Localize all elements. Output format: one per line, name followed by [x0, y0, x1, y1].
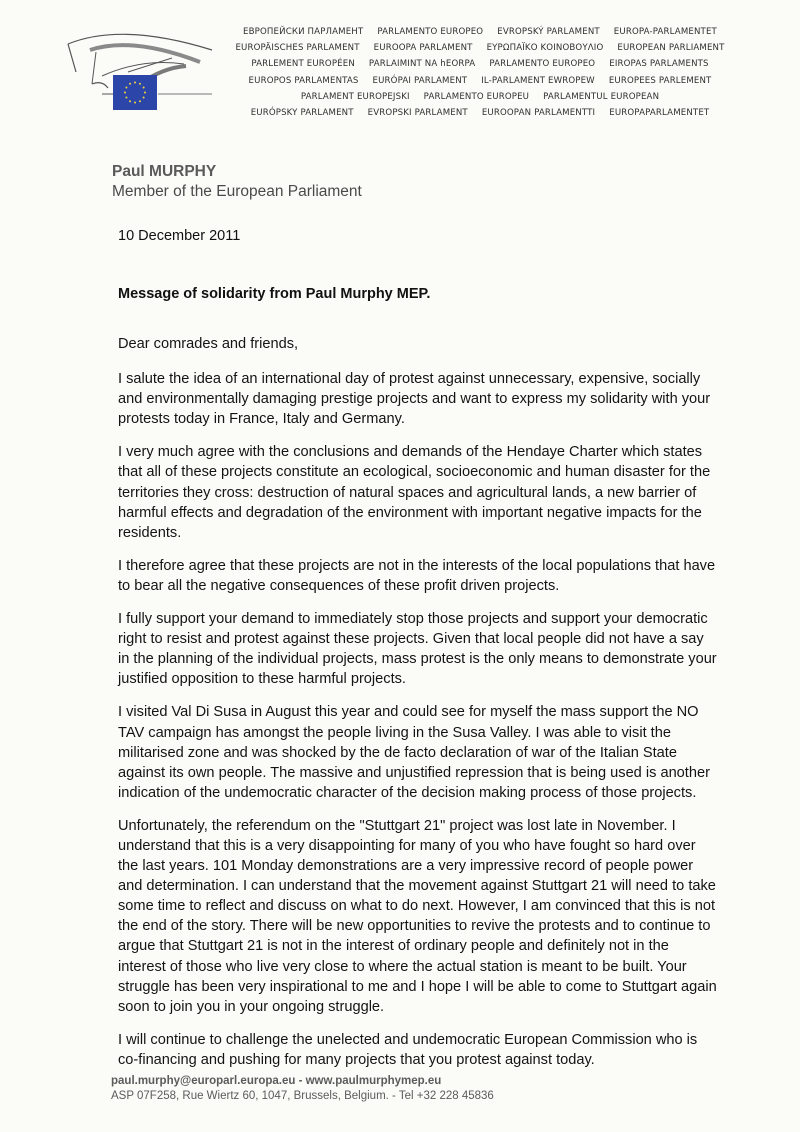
- sender-block: [112, 162, 362, 202]
- sender-name: Paul MURPHY: [112, 163, 217, 180]
- parliament-name: EURÓPSKY PARLAMENT: [250, 108, 354, 119]
- parliament-name: ЕВРОПЕЙСКИ ПАРЛАМЕНТ: [243, 27, 364, 37]
- parliament-name: EUROPÄISCHES PARLAMENT: [235, 43, 360, 54]
- parliament-name: EUROPEES PARLEMENT: [608, 75, 712, 86]
- eu-flag-icon: [113, 75, 157, 110]
- letter-date: 10 December 2011: [118, 228, 241, 244]
- parliament-name: EUROPOS PARLAMENTAS: [248, 75, 359, 86]
- parliament-name: EUROPA-PARLAMENTET: [613, 27, 717, 37]
- salutation: Dear comrades and friends,: [118, 336, 299, 352]
- names-line: [200, 73, 760, 89]
- body-paragraph: I therefore agree that these projects are not in the interests of the local populations that have to bear all the negative consequences of these profit driven projects.: [118, 557, 716, 594]
- parliament-name: PARLAIMINT NA hEORPA: [368, 59, 476, 70]
- body-paragraph: I salute the idea of an international day of protest against unnecessary, expensive, socially and environmentally damaging prestige projects and want to express my solidarity with your protests today in France, Italy and Germany.: [118, 371, 711, 428]
- parliament-name: EUROOPAN PARLAMENTTI: [481, 108, 596, 119]
- footer-contact: paul.murphy@europarl.europa.eu - www.paulmurphymep.eu: [111, 1075, 442, 1087]
- names-line: [200, 105, 760, 121]
- parliament-name: EVROPSKI PARLAMENT: [367, 108, 468, 119]
- parliament-name: EUROPAPARLAMENTET: [609, 108, 710, 119]
- parliament-name: PARLAMENT EUROPEJSKI: [300, 91, 410, 102]
- body-paragraph: I very much agree with the conclusions and demands of the Hendaye Charter which states that all of these projects constitute an ecological, socioeconomic and human disaster for the territories they cross: destruction of natural spaces and agricultural lands, a new barrier of harmful effects and degradation of the environment with important negative impacts for the residents.: [118, 444, 711, 541]
- parliament-names-header: [200, 24, 760, 121]
- parliament-name: IL-PARLAMENT EWROPEW: [481, 75, 595, 86]
- names-line: [200, 56, 760, 72]
- parliament-name: EVROPSKÝ PARLAMENT: [497, 27, 600, 37]
- letter-body: [118, 334, 718, 1083]
- names-line: [200, 24, 760, 40]
- parliament-name: EIROPAS PARLAMENTS: [609, 59, 709, 70]
- body-paragraph: I will continue to challenge the unelected and undemocratic European Commission who is co-financing and pushing for many projects that you protest against today.: [118, 1031, 698, 1068]
- letter-footer: [111, 1074, 494, 1104]
- parliament-name: EURÓPAI PARLAMENT: [372, 75, 468, 86]
- parliament-name: EUROOPA PARLAMENT: [373, 43, 473, 54]
- parliament-name: PARLAMENTO EUROPEO: [377, 27, 484, 37]
- body-paragraph: I visited Val Di Susa in August this year and could see for myself the mass support the NO TAV campaign has amongst the people living in the Susa Valley. I was able to visit the militarised zone and was shocked by the de facto declaration of war of the Italian State against its own people. The massive and unjustified repression that is being used is another indication of the undemocratic character of the decision making process of those projects.: [118, 704, 710, 801]
- names-line: [200, 40, 760, 56]
- body-paragraph: Unfortunately, the referendum on the "Stuttgart 21" project was lost late in November. I understand that this is a very disappointing for many of you who have fought so hard over the last years. 101 Monday demonstrations are a very impressive record of people power and determination. I can understand that the movement against Stuttgart 21 will need to take some time to reflect and discuss on what to do next. However, I am convinced that this is not the end of the story. There will be new opportunities to revive the protests and to continue to argue that Stuttgart 21 is not in the interest of ordinary people and definitely not in the interest of those who live very close to where the actual station is meant to be built. Your struggle has been very inspirational to me and I hope I will be able to come to Stuttgart again soon to join you in your ongoing struggle.: [118, 817, 717, 1015]
- parliament-name: PARLEMENT EUROPÉEN: [251, 59, 355, 70]
- parliament-name: PARLAMENTO EUROPEU: [423, 91, 530, 102]
- parliament-name: ΕΥΡΩΠΑΪΚΟ ΚΟΙΝΟΒΟΥΛΙΟ: [486, 43, 604, 54]
- parliament-name: EUROPEAN PARLIAMENT: [617, 43, 725, 54]
- parliament-name: PARLAMENTUL EUROPEAN: [543, 91, 660, 102]
- footer-address: ASP 07F258, Rue Wiertz 60, 1047, Brussels, Belgium. - Tel +32 228 45836: [111, 1090, 494, 1102]
- parliament-name: PARLAMENTO EUROPEO: [489, 59, 596, 70]
- letter-subject: Message of solidarity from Paul Murphy MEP.: [118, 286, 431, 302]
- body-paragraph: I fully support your demand to immediately stop those projects and support your democratic right to resist and protest against these projects. Given that local people did not have a say in the planning of the individual projects, mass protest is the only means to demonstrate your justified opposition to these harmful projects.: [118, 611, 717, 688]
- sender-role: Member of the European Parliament: [112, 183, 362, 200]
- names-line: [200, 89, 760, 105]
